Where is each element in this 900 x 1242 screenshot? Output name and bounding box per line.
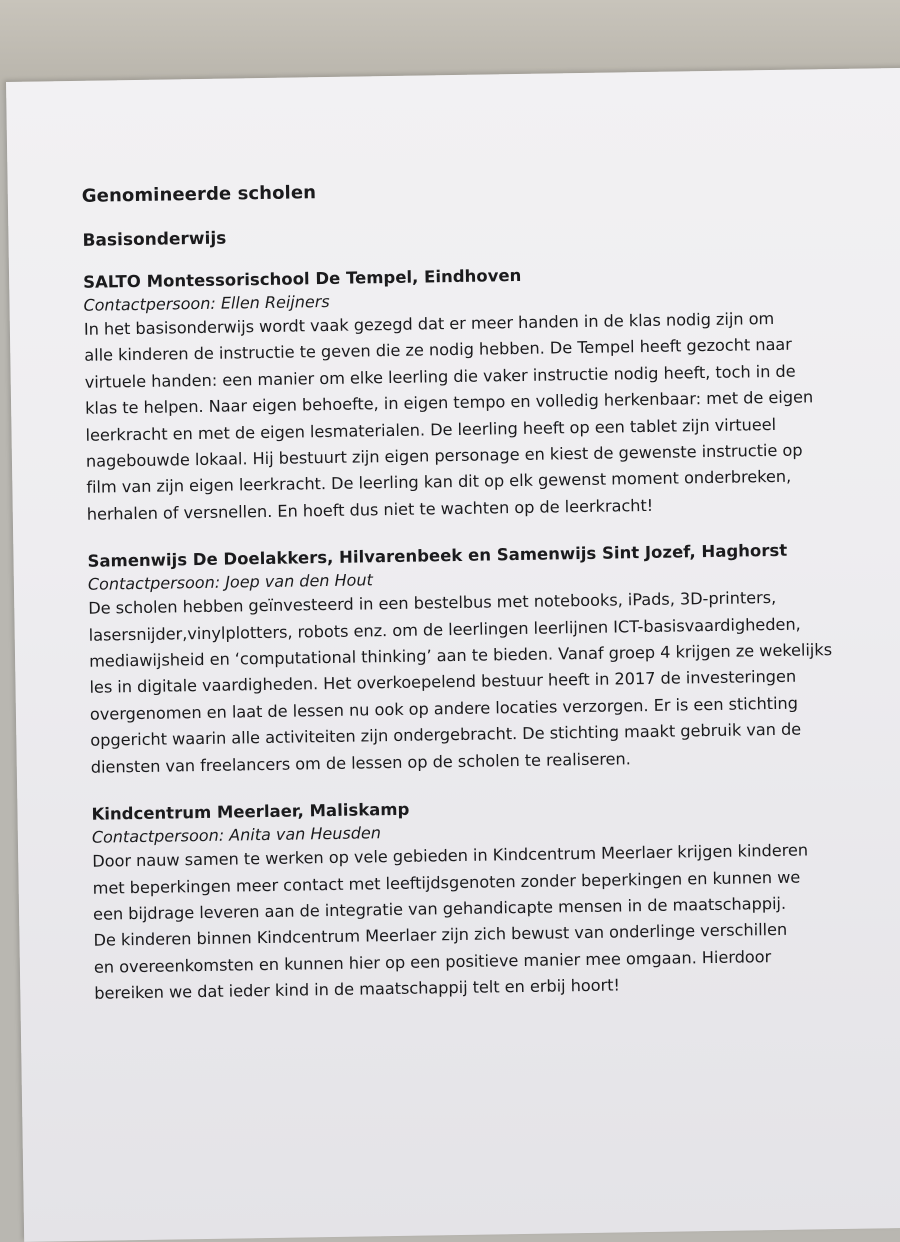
text-line: en overeenkomsten en kunnen hier op een positieve manier mee omgaan. Hierdoor — [93, 946, 772, 977]
text-line: lasersnijder,vinylplotters, robots enz. om de leerlingen leerlijnen ICT-basisvaardigheden, — [88, 614, 801, 645]
text-line: De kinderen binnen Kindcentrum Meerlaer zijn zich bewust van onderlinge verschillen — [93, 920, 788, 951]
school-name: Kindcentrum Meerlaer, Maliskamp — [91, 799, 410, 824]
text-line: les in digitale vaardigheden. Het overkoepelend bestuur heeft in 2017 de investeringen — [89, 667, 797, 698]
text-line: herhalen of versnellen. En hoeft dus niet te wachten op de leerkracht! — [86, 495, 654, 524]
text-line: In het basisonderwijs wordt vaak gezegd dat er meer handen in de klas nodig zijn om — [83, 308, 775, 339]
contact-person: Contactpersoon: Anita van Heusden — [91, 823, 382, 847]
text-line: leerkracht en met de eigen lesmaterialen. De leerling heeft op een tablet zijn virtueel — [85, 414, 777, 445]
document-title: Genomineerde scholen — [81, 182, 317, 207]
school-name: SALTO Montessorischool De Tempel, Eindhoven — [83, 265, 522, 292]
school-entry — [83, 261, 847, 528]
school-entry — [87, 540, 851, 781]
text-line: nagebouwde lokaal. Hij bestuurt zijn eigen personage en kiest de gewenste instructie op — [85, 440, 803, 471]
contact-person: Contactpersoon: Joep van den Hout — [87, 570, 373, 595]
text-line: alle kinderen de instructie te geven die ze nodig hebben. De Tempel heeft gezocht naar — [84, 335, 792, 366]
school-description — [92, 837, 854, 1007]
document-content — [82, 174, 855, 1031]
text-line: mediawijsheid en ‘computational thinking’ aan te bieden. Vanaf groep 4 krijgen ze wekelijks — [88, 640, 833, 671]
text-line: bereiken we dat ieder kind in de maatschappij telt en erbij hoort! — [94, 975, 621, 1003]
text-line: overgenomen en laat de lessen nu ook op andere locaties verzorgen. Er is een stichting — [89, 693, 799, 724]
text-line: virtuele handen: een manier om elke leerling die vaker instructie nodig heeft, toch in de — [84, 361, 796, 392]
text-line: met beperkingen meer contact met leeftijdsgenoten zonder beperkingen en kunnen we — [92, 867, 801, 898]
school-name: Samenwijs De Doelakkers, Hilvarenbeek en Samenwijs Sint Jozef, Haghorst — [87, 541, 788, 572]
contact-person: Contactpersoon: Ellen Reijners — [83, 291, 330, 315]
text-line: De scholen hebben geïnvesteerd in een bestelbus met notebooks, iPads, 3D-printers, — [88, 588, 777, 619]
school-description — [88, 584, 851, 781]
school-description — [84, 305, 847, 528]
text-line: een bijdrage leveren aan de integratie van gehandicapte mensen in de maatschappij. — [92, 893, 787, 924]
text-line: opgericht waarin alle activiteiten zijn ondergebracht. De stichting maakt gebruik van de — [90, 719, 802, 751]
text-line: diensten van freelancers om de lessen op de scholen te realiseren. — [90, 748, 631, 777]
section-title: Basisonderwijs — [82, 228, 227, 251]
text-line: klas te helpen. Naar eigen behoefte, in eigen tempo en volledig herkenbaar: met de eigen — [84, 387, 814, 419]
paper-sheet — [6, 67, 900, 1241]
school-entry — [91, 793, 854, 1007]
text-line: film van zijn eigen leerkracht. De leerling kan dit op elk gewenst moment onderbreken, — [86, 467, 792, 498]
text-line: Door nauw samen te werken op vele gebieden in Kindcentrum Meerlaer krijgen kinderen — [92, 840, 809, 871]
